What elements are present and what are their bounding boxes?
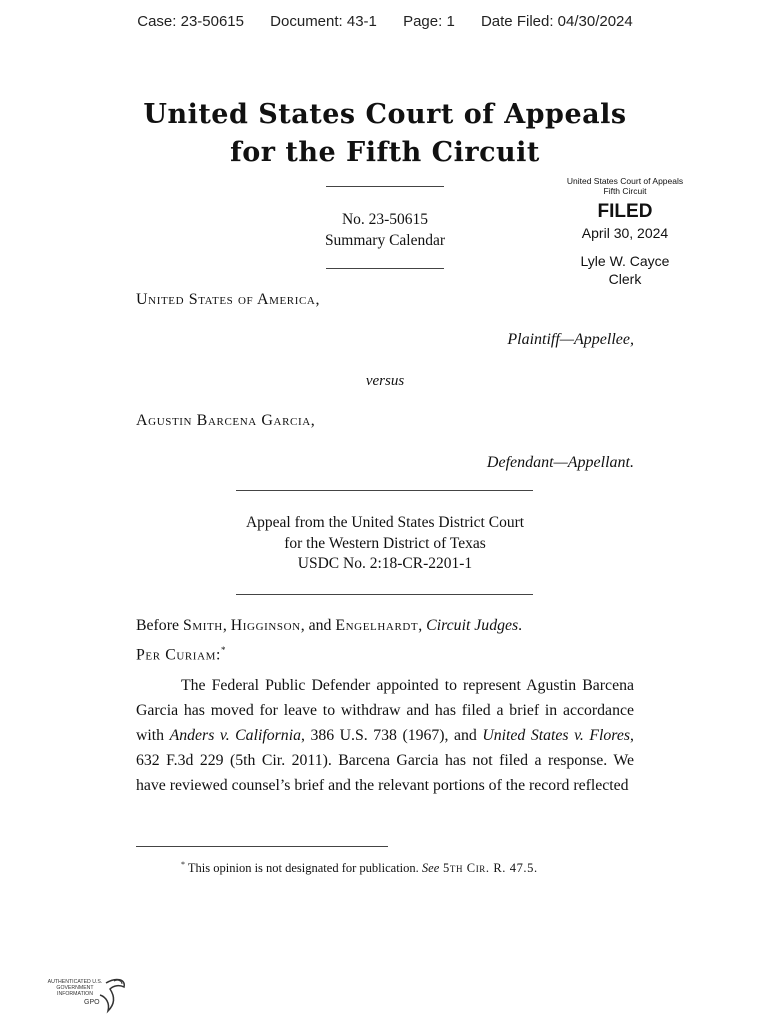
footnote-see: See (421, 861, 440, 876)
judges-label: Circuit Judges (426, 617, 519, 634)
judge-name: Smith (182, 617, 223, 634)
panel-before: Before (136, 617, 183, 634)
footnote-rule: 5th Cir. R. 47.5. (439, 861, 538, 876)
per-curiam-label: Per Curiam: (136, 646, 221, 664)
case-number: No. 23-50615 (341, 211, 429, 228)
stamp-court-line2: Fifth Circuit (603, 186, 647, 196)
opinion-paragraph (136, 673, 634, 798)
header-document: Document: 43-1 (270, 13, 377, 30)
plaintiff-name: United States of America, (136, 291, 321, 308)
stamp-clerk-name: Lyle W. Cayce (580, 253, 670, 269)
court-title (0, 96, 770, 172)
eagle-icon (44, 975, 134, 1021)
separator: , (222, 617, 231, 634)
judge-name: Engelhardt (335, 617, 419, 634)
case-info (290, 209, 480, 251)
divider (326, 186, 444, 187)
defendant-role: Defendant—Appellant. (486, 454, 634, 471)
header-case: Case: 23-50615 (137, 13, 244, 30)
header-date-filed: Date Filed: 04/30/2024 (480, 13, 633, 30)
gpo-mark: GPO (84, 999, 100, 1006)
panel-line (136, 613, 634, 638)
court-title-line2: for the Fifth Circuit (230, 137, 540, 168)
gpo-text: AUTHENTICATED U.S. GOVERNMENT INFORMATION (47, 979, 103, 997)
page-header (0, 13, 770, 30)
filed-stamp (560, 176, 690, 288)
footnote-mark: * (181, 860, 185, 869)
versus: versus (365, 373, 405, 389)
period: . (518, 617, 523, 634)
defendant-name: Agustin Barcena Garcia, (136, 412, 316, 429)
appeal-line1: Appeal from the United States District Court (245, 514, 525, 531)
opinion-text: , 632 F.3d 229 (5th Cir. 2011). Barcena Garcia has not filed a response. We have reviewed counsel’s brief and the relevant portions of the record reflected (136, 727, 634, 795)
opinion-body (136, 613, 634, 798)
divider (326, 268, 444, 269)
separator: , (418, 617, 427, 634)
separator: , and (300, 617, 336, 634)
footnote (181, 860, 538, 876)
divider (236, 594, 533, 595)
gpo-authentication-logo (44, 975, 134, 1021)
stamp-filed: FILED (597, 201, 653, 222)
stamp-clerk-title: Clerk (608, 271, 642, 287)
case-calendar: Summary Calendar (324, 232, 446, 249)
stamp-court-line1: United States Court of Appeals (566, 176, 684, 186)
appeal-line3: USDC No. 2:18-CR-2201-1 (297, 555, 473, 572)
case-citation: Anders v. California (169, 727, 301, 745)
divider (236, 490, 533, 491)
per-curiam (136, 638, 634, 667)
appeal-line2: for the Western District of Texas (284, 534, 486, 552)
header-page: Page: 1 (403, 13, 455, 30)
opinion-text: The Federal Public Defender appointed to represent Agustin Barcena Garcia has moved for leave to withdraw and has filed a brief in accordance with (136, 677, 634, 745)
court-title-line1: United States Court of Appeals (143, 99, 627, 130)
stamp-date: April 30, 2024 (581, 225, 669, 241)
footnote-ref: * (221, 645, 226, 655)
case-citation: United States v. Flores (482, 727, 631, 745)
judge-name: Higginson (230, 617, 301, 634)
footnote-text: This opinion is not designated for publication. (185, 861, 422, 876)
footnote-divider (136, 846, 388, 847)
plaintiff-role: Plaintiff—Appellee, (507, 331, 634, 348)
opinion-text: , 386 U.S. 738 (1967), and (300, 727, 483, 745)
appeal-info (185, 513, 585, 575)
